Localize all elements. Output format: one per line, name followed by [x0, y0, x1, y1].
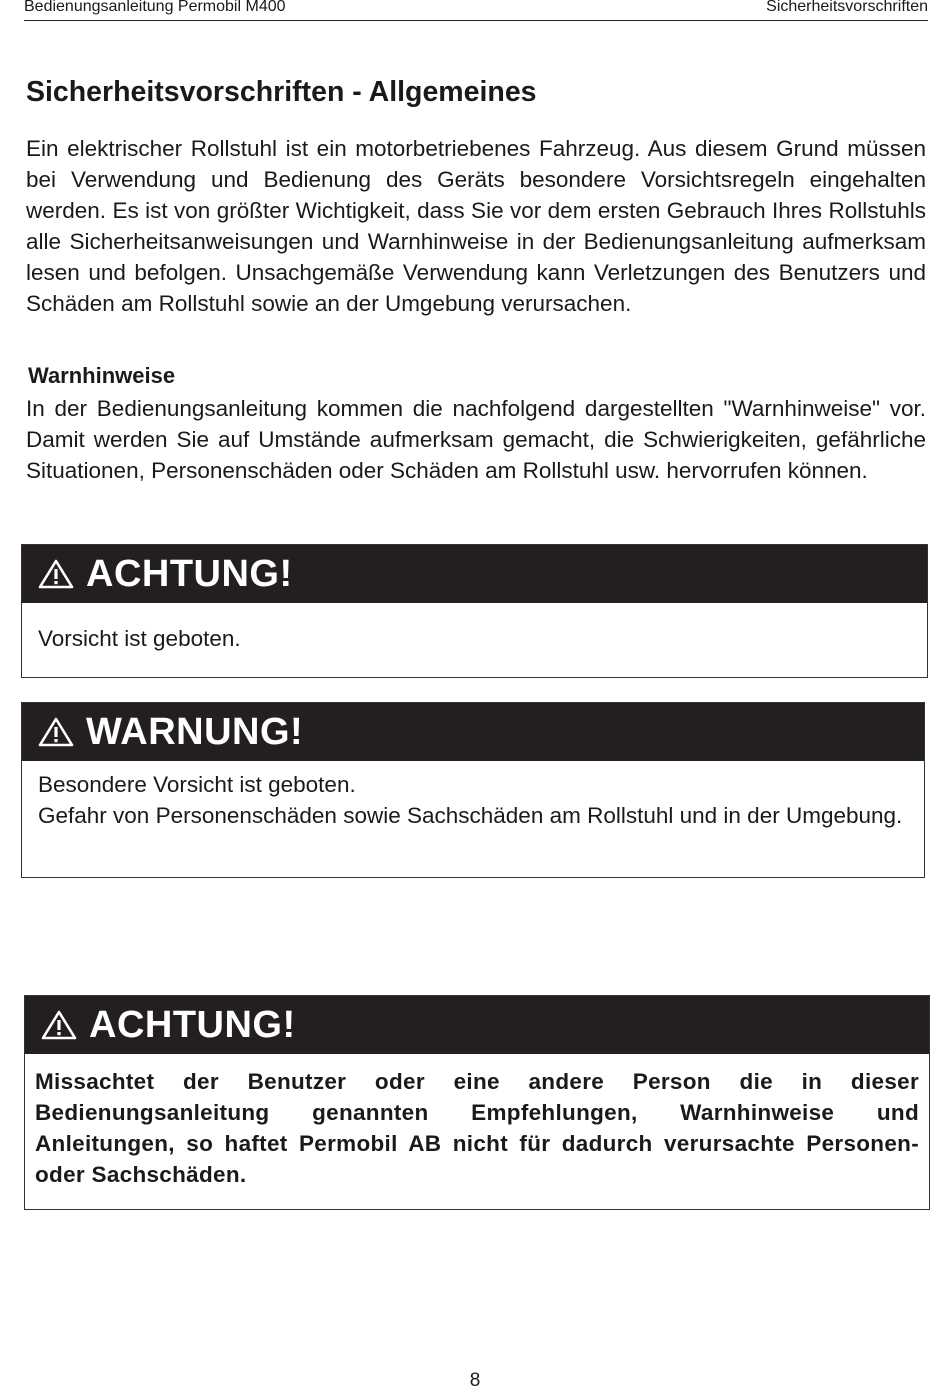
warning-box-header: [22, 703, 924, 761]
warning-triangle-icon: [38, 716, 74, 748]
liability-caution-box-label: ACHTUNG!: [89, 1003, 296, 1046]
page-title: Sicherheitsvorschriften - Allgemeines: [26, 76, 537, 108]
warnings-paragraph: In der Bedienungsanleitung kommen die nachfolgend dargestellten "Warnhinweise" vor. Damit werden Sie auf Umstände aufmerksam gemacht, die Schwierigkeiten, gefährliche Situationen, Personenschäden oder Schäden am Rollstuhl usw. hervorrufen können.: [26, 396, 926, 483]
warning-triangle-icon: [38, 558, 74, 590]
warning-triangle-icon: [41, 1009, 77, 1041]
liability-caution-box-text: Missachtet der Benutzer oder eine andere Person die in dieser Bedienungsanleitung genannten Empfehlungen, Warnhinweise und Anleitungen, so haftet Permobil AB nicht für dadurch verursachte Personen- oder Sachschäden.: [35, 1069, 919, 1187]
caution-box-label: ACHTUNG!: [86, 552, 293, 595]
header-section-title: Sicherheitsvorschriften: [766, 0, 928, 15]
caution-box-header: [22, 545, 927, 603]
liability-caution-box-header: [25, 996, 929, 1054]
warning-box-line-2: Gefahr von Personenschäden sowie Sachschäden am Rollstuhl und in der Umgebung.: [38, 803, 903, 828]
warning-box-line-1: Besondere Vorsicht ist geboten.: [38, 772, 356, 797]
header-manual-title: Bedienungsanleitung Permobil M400: [24, 0, 286, 15]
warning-box: [21, 702, 925, 878]
page-number: 8: [469, 1370, 481, 1391]
warnings-heading: Warnhinweise: [28, 363, 176, 388]
caution-box: [21, 544, 928, 678]
liability-caution-box: [24, 995, 930, 1210]
page-header: [24, 0, 928, 21]
caution-box-text: Vorsicht ist geboten.: [38, 626, 241, 651]
intro-paragraph: Ein elektrischer Rollstuhl ist ein motorbetriebenes Fahrzeug. Aus diesem Grund müssen bei Verwendung und Bedienung des Geräts besondere Vorsichtsregeln eingehalten werden. Es ist von größter Wichtigkeit, dass Sie vor dem ersten Gebrauch Ihres Rollstuhls alle Sicherheitsanweisungen und Warnhinweise in der Bedienungsanleitung aufmerksam lesen und befolgen. Unsachgemäße Verwendung kann Verletzungen des Benutzers und Schäden am Rollstuhl sowie an der Umgebung verursachen.: [26, 136, 926, 316]
warning-box-body: [22, 761, 924, 831]
warning-box-label: WARNUNG!: [86, 710, 304, 753]
